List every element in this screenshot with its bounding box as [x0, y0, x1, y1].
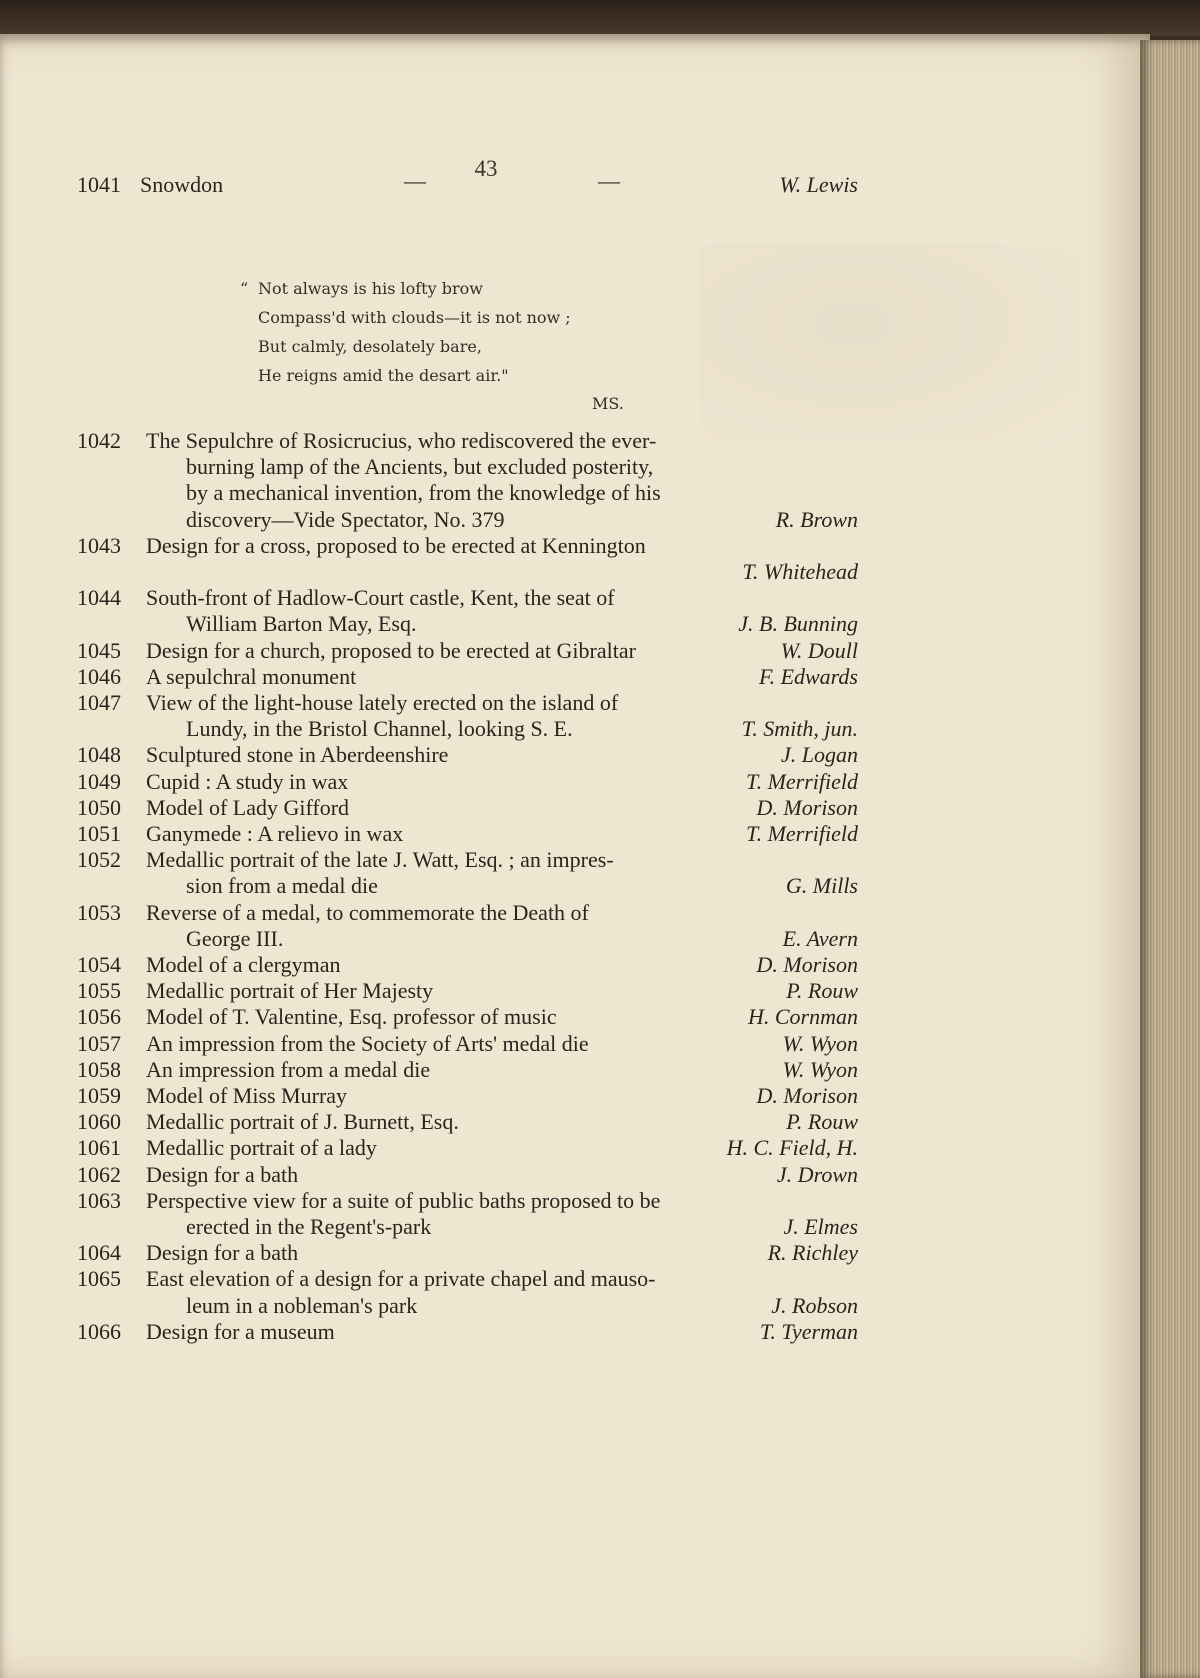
entry-description-line: Model of a clergyman: [146, 952, 341, 977]
catalogue-page: [0, 34, 1150, 1678]
entry-description-line: Perspective view for a suite of public baths proposed to be: [146, 1187, 661, 1213]
entry-description-line: East elevation of a design for a private chapel and mauso-: [146, 1266, 656, 1292]
entry-number: 1064: [77, 1240, 121, 1266]
entry-number: 1046: [77, 663, 121, 689]
entry-description-line: by a mechanical invention, from the knowledge of his: [186, 480, 661, 506]
entry-number: 1052: [77, 847, 121, 873]
dash-separator: —: [404, 168, 426, 193]
entry-description-line: Medallic portrait of the late J. Watt, Esq. ; an impres-: [146, 847, 614, 873]
entry-artist: J. Robson: [771, 1292, 858, 1318]
entry-artist: E. Avern: [782, 925, 858, 951]
entry-number: 1062: [77, 1161, 121, 1187]
entry-description-line: Lundy, in the Bristol Channel, looking S. E.: [186, 716, 573, 742]
entry-description-line: Design for a cross, proposed to be erected at Kennington: [146, 532, 646, 558]
entry-description-line: William Barton May, Esq.: [186, 611, 417, 637]
entry-artist: P. Rouw: [786, 978, 858, 1004]
entry-artist: H. Cornman: [747, 1004, 858, 1030]
entry-description-line: Design for a museum: [146, 1318, 335, 1344]
entry-number: 1050: [77, 794, 121, 820]
entry-description-line: Medallic portrait of J. Burnett, Esq.: [146, 1109, 459, 1135]
page-edges: [1140, 40, 1200, 1678]
poem-quotation: [240, 274, 571, 390]
entry-description-line: burning lamp of the Ancients, but excluded posterity,: [186, 454, 654, 480]
entry-description-line: George III.: [186, 925, 284, 951]
entry-artist: T. Merrifield: [745, 768, 858, 794]
entry-artist: J. Logan: [781, 742, 858, 768]
entry-artist: R. Brown: [775, 506, 858, 532]
entry-artist: T. Whitehead: [742, 559, 858, 584]
entry-artist: D. Morison: [756, 794, 858, 820]
entry-description-line: sion from a medal die: [186, 873, 378, 899]
entry-description-line: Design for a bath: [146, 1240, 299, 1266]
open-quote-mark: “: [240, 279, 249, 298]
entry-number: 1055: [77, 978, 121, 1004]
entry-artist: J. Drown: [776, 1161, 858, 1187]
entry-number: 1049: [77, 768, 121, 794]
entry-artist: T. Merrifield: [745, 821, 858, 846]
entry-artist: D. Morison: [756, 952, 858, 977]
entry-description-line: South-front of Hadlow-Court castle, Kent, the seat of: [146, 585, 615, 611]
entry-artist: J. B. Bunning: [738, 611, 858, 637]
entry-number: 1051: [77, 821, 121, 846]
entry-number: 1057: [77, 1030, 121, 1056]
entry-description-line: erected in the Regent's-park: [186, 1214, 432, 1239]
entry-number: 1058: [77, 1056, 121, 1082]
poem-line: Compass'd with clouds—it is not now ;: [258, 308, 571, 327]
entry-artist: W. Wyon: [782, 1056, 858, 1082]
entry-number-1041: 1041: [77, 172, 121, 197]
entry-number: 1059: [77, 1083, 121, 1108]
entry-description-line: Sculptured stone in Aberdeenshire: [146, 742, 449, 768]
entry-number: 1054: [77, 952, 121, 977]
entry-description-line: Design for a bath: [146, 1161, 299, 1187]
entry-description-line: Medallic portrait of a lady: [146, 1135, 377, 1161]
entry-artist: R. Richley: [767, 1240, 858, 1266]
entry-number: 1061: [77, 1135, 121, 1161]
entry-description-line: Design for a church, proposed to be erected at Gibraltar: [146, 637, 636, 663]
entry-artist: G. Mills: [785, 873, 858, 899]
entry-number: 1063: [77, 1187, 121, 1213]
entry-description-line: View of the light-house lately erected on the island of: [146, 690, 619, 715]
poem-line: Not always is his lofty brow: [258, 279, 483, 298]
entry-number: 1066: [77, 1318, 121, 1344]
entry-artist: J. Elmes: [783, 1214, 858, 1239]
poem-source: MS.: [592, 394, 624, 413]
entry-artist: P. Rouw: [786, 1109, 858, 1135]
entry-number: 1043: [77, 532, 121, 558]
entry-description-line: Cupid : A study in wax: [146, 768, 349, 794]
entry-artist: H. C. Field, H.: [726, 1135, 858, 1161]
entry-artist: F. Edwards: [758, 663, 858, 689]
entry-description-line: The Sepulchre of Rosicrucius, who rediscovered the ever-: [146, 428, 657, 453]
entry-number: 1042: [77, 428, 121, 453]
entry-number: 1044: [77, 585, 121, 611]
entry-number: 1056: [77, 1004, 121, 1030]
dash-separator: —: [598, 168, 620, 193]
show-through-shadow: [700, 244, 1080, 444]
entry-description-line: Medallic portrait of Her Majesty: [146, 978, 434, 1004]
entry-artist: W. Doull: [780, 637, 858, 663]
book-top-edge: [0, 0, 1200, 36]
entry-number: 1065: [77, 1266, 121, 1292]
entry-artist-1041: W. Lewis: [779, 172, 858, 197]
poem-line: He reigns amid the desart air.": [258, 366, 509, 385]
entry-description-line: Model of Lady Gifford: [146, 794, 350, 820]
entry-description-line: An impression from a medal die: [146, 1056, 431, 1082]
entry-description-line: discovery—Vide Spectator, No. 379: [186, 506, 505, 532]
entry-description-line: An impression from the Society of Arts' medal die: [146, 1030, 589, 1056]
entry-artist: D. Morison: [756, 1083, 858, 1108]
entry-artist: W. Wyon: [782, 1030, 858, 1056]
entry-artist: T. Smith, jun.: [741, 716, 858, 742]
entry-description-line: Ganymede : A relievo in wax: [146, 821, 404, 846]
poem-line: But calmly, desolately bare,: [258, 337, 482, 356]
entry-number: 1047: [77, 690, 121, 715]
entry-number: 1048: [77, 742, 121, 768]
page-number: 43: [474, 156, 498, 181]
entry-title-1041: Snowdon: [140, 172, 224, 197]
entry-number: 1060: [77, 1109, 121, 1135]
entry-number: 1045: [77, 637, 121, 663]
entry-description-line: Model of Miss Murray: [146, 1083, 348, 1108]
entry-description-line: Model of T. Valentine, Esq. professor of music: [146, 1004, 557, 1030]
entry-artist: T. Tyerman: [759, 1318, 858, 1344]
entry-description-line: leum in a nobleman's park: [186, 1292, 418, 1318]
entry-number: 1053: [77, 899, 121, 925]
entry-description-line: Reverse of a medal, to commemorate the Death of: [146, 899, 589, 925]
entry-description-line: A sepulchral monument: [146, 663, 357, 689]
